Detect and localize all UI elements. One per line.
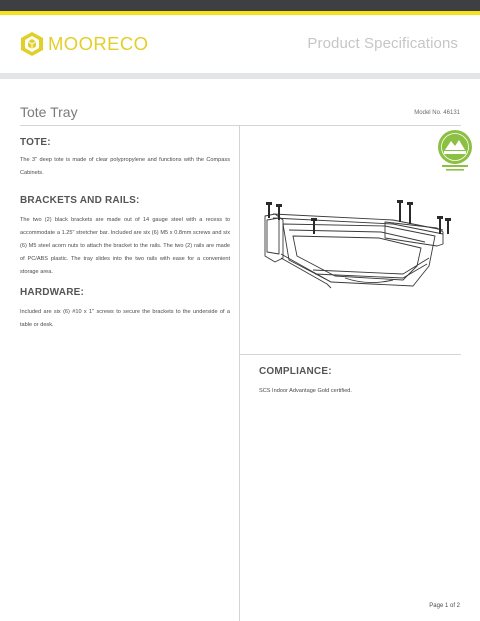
top-accent-bar xyxy=(0,11,480,15)
column-divider xyxy=(239,126,240,621)
brand-logo xyxy=(20,30,148,58)
compliance-section xyxy=(259,366,459,398)
mooreco-cube-icon xyxy=(20,31,44,57)
product-title: Tote Tray xyxy=(20,104,78,120)
compliance-text: SCS Indoor Advantage Gold certified. xyxy=(259,388,352,394)
brackets-text: The two (2) black brackets are made out of 14 gauge steel with a recess to accommodate a 1.25" stretcher bar. Included are six (6) M5 x 0.8mm screws and six (6) M5 steel acorn nuts to attach the bracket to the rails. The two (2) rails are made of PC/ABS plastic. The tray slides into the two rails with ease for a convenient storage area. xyxy=(20,217,230,275)
model-number: Model No. 46131 xyxy=(414,110,460,116)
left-column xyxy=(20,137,230,332)
brackets-heading: BRACKETS AND RAILS: xyxy=(20,195,140,206)
compliance-heading: COMPLIANCE: xyxy=(259,366,332,377)
page-number: Page 1 of 2 xyxy=(429,603,460,609)
hardware-heading: HARDWARE: xyxy=(20,287,85,298)
page-header-title: Product Specifications xyxy=(307,35,458,52)
title-divider xyxy=(20,125,461,126)
right-column-divider xyxy=(240,354,461,355)
tote-text: The 3" deep tote is made of clear polypropylene and functions with the Compass Cabinets. xyxy=(20,157,230,176)
header-divider-bar xyxy=(0,73,480,79)
tote-tray-image xyxy=(253,196,453,306)
top-dark-bar xyxy=(0,0,480,11)
certification-seal-icon xyxy=(436,128,474,174)
tote-heading: TOTE: xyxy=(20,137,51,148)
brand-name: MOORECO xyxy=(48,33,149,54)
hardware-text: Included are six (6) #10 x 1" screws to secure the brackets to the underside of a table or desk. xyxy=(20,309,230,328)
